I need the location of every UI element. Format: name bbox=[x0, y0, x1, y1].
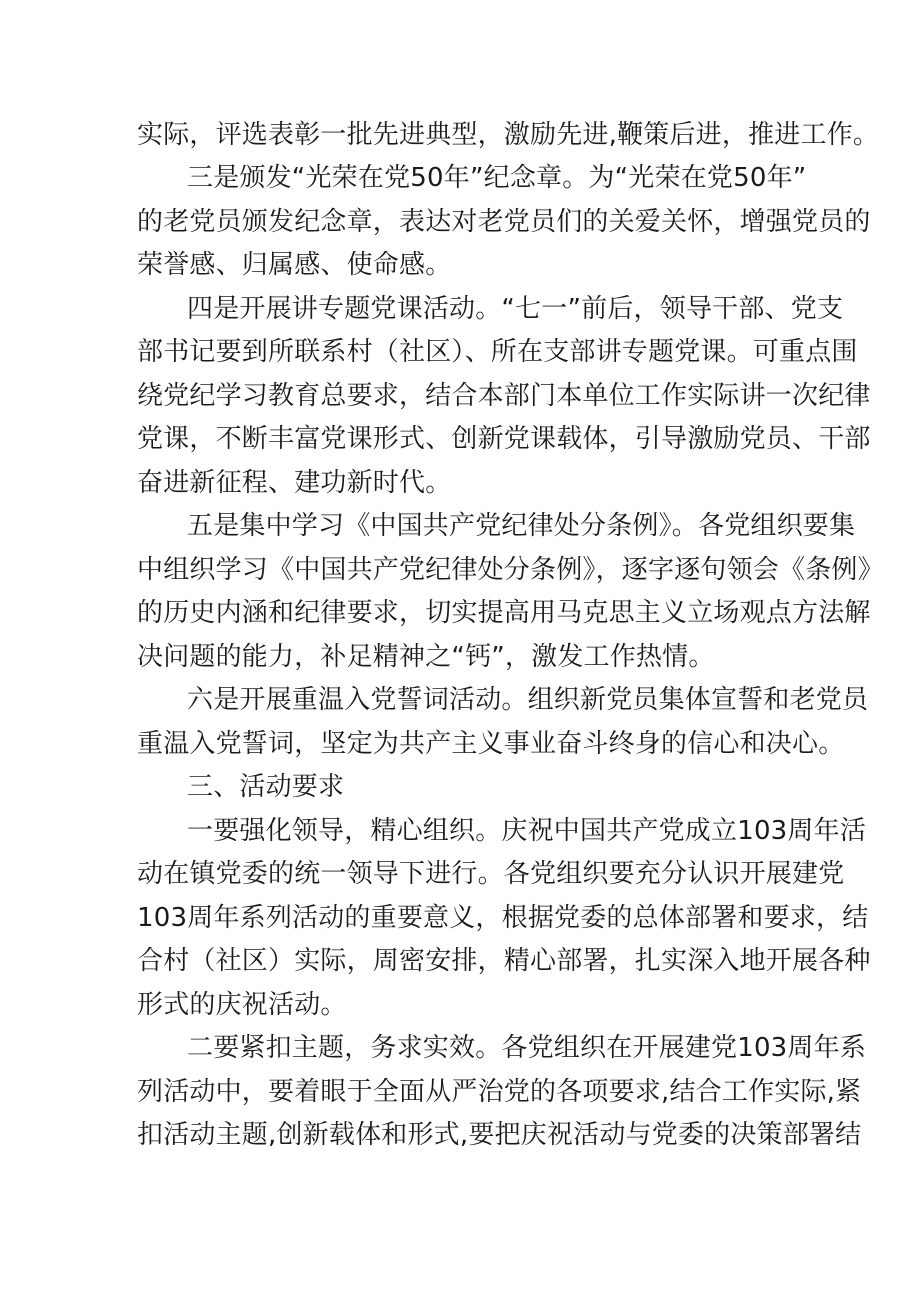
text-line-5: 四是开展讲专题党课活动。“七一”前后，领导干部、党支 bbox=[187, 294, 844, 324]
text-line-13: 决问题的能力，补足精神之“钙”，激发工作热情。 bbox=[137, 642, 715, 672]
text-line-8: 党课，不断丰富党课形式、创新党课载体，引导激励党员、干部 bbox=[137, 424, 871, 454]
text-line-7: 绕党纪学习教育总要求，结合本部门本单位工作实际讲一次纪律 bbox=[137, 381, 871, 411]
text-line-18: 动在镇党委的统一领导下进行。各党组织要充分认识开展建党 bbox=[137, 859, 845, 889]
section-heading: 三、活动要求 bbox=[187, 772, 345, 802]
text-line-17: 一要强化领导，精心组织。庆祝中国共产党成立103周年活 bbox=[187, 816, 867, 846]
text-line-6: 部书记要到所联系村（社区）、所在支部讲专题党课。可重点围 bbox=[137, 337, 858, 367]
text-line-15: 重温入党誓词，坚定为共产主义事业奋斗终身的信心和决心。 bbox=[137, 729, 845, 759]
text-line-9: 奋进新征程、建功新时代。 bbox=[137, 468, 452, 498]
text-line-12: 的历史内涵和纪律要求，切实提高用马克思主义立场观点方法解 bbox=[137, 598, 871, 628]
text-line-21: 形式的庆祝活动。 bbox=[137, 990, 347, 1020]
text-line-10: 五是集中学习《中国共产党纪律处分条例》。各党组织要集 bbox=[187, 511, 856, 541]
text-line-22: 二要紧扣主题，务求实效。各党组织在开展建党103周年系 bbox=[187, 1033, 867, 1063]
text-line-1: 实际，评选表彰一批先进典型，激励先进,鞭策后进，推进工作。 bbox=[137, 120, 880, 150]
text-line-23: 列活动中，要着眼于全面从严治党的各项要求,结合工作实际,紧 bbox=[137, 1077, 862, 1107]
text-line-2: 三是颁发“光荣在党50年”纪念章。为“光荣在党50年” bbox=[187, 163, 807, 193]
text-line-11: 中组织学习《中国共产党纪律处分条例》，逐字逐句领会《条例》 bbox=[137, 555, 884, 585]
text-line-4: 荣誉感、归属感、使命感。 bbox=[137, 250, 452, 280]
text-line-14: 六是开展重温入党誓词活动。组织新党员集体宣誓和老党员 bbox=[187, 685, 869, 715]
text-line-20: 合村（社区）实际，周密安排，精心部署，扎实深入地开展各种 bbox=[137, 946, 871, 976]
text-line-24: 扣活动主题,创新载体和形式,要把庆祝活动与党委的决策部署结 bbox=[137, 1120, 862, 1150]
text-line-19: 103周年系列活动的重要意义，根据党委的总体部署和要求，结 bbox=[137, 903, 869, 933]
text-line-3: 的老党员颁发纪念章，表达对老党员们的关爱关怀，增强党员的 bbox=[137, 207, 871, 237]
